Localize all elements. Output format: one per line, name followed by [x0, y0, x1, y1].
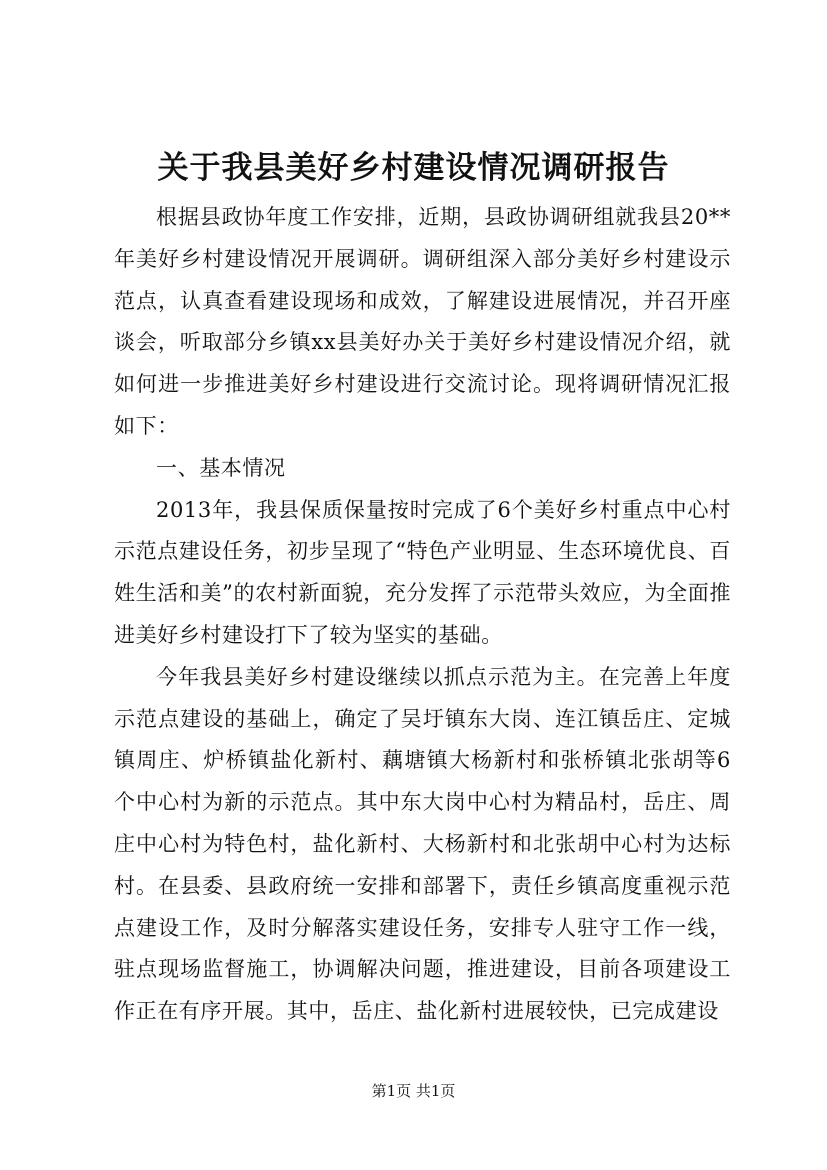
paragraph-2013-summary: 2013年，我县保质保量按时完成了6个美好乡村重点中心村示范点建设任务，初步呈现了“特色产业明显、生态环境优良、百姓生活和美”的农村新面貌，充分发挥了示范带头效应，为全面推进美好乡村建设打下了较为坚实的基础。	[114, 497, 731, 647]
document-title: 关于我县美好乡村建设情况调研报告	[157, 150, 670, 186]
paragraph-current-year: 今年我县美好乡村建设继续以抓点示范为主。在完善上年度示范点建设的基础上，确定了吴圩镇东大岗、连江镇岳庄、定城镇周庄、炉桥镇盐化新村、藕塘镇大杨新村和张桥镇北张胡等6个中心村为新的示范点。其中东大岗中心村为精品村，岳庄、周庄中心村为特色村，盐化新村、大杨新村和北张胡中心村为达标村。在县委、县政府统一安排和部署下，责任乡镇高度重视示范点建设工作，及时分解落实建设任务，安排专人驻守工作一线，驻点现场监督施工，协调解决问题，推进建设，目前各项建设工作正在有序开展。其中，岳庄、盐化新村进展较快，已完成建设	[114, 664, 731, 1024]
paragraph-intro: 根据县政协年度工作安排，近期，县政协调研组就我县20**年美好乡村建设情况开展调研。调研组深入部分美好乡村建设示范点，认真查看建设现场和成效，了解建设进展情况，并召开座谈会，听取部分乡镇xx县美好办关于美好乡村建设情况介绍，就如何进一步推进美好乡村建设进行交流讨论。现将调研情况汇报如下：	[114, 205, 731, 438]
document-body	[114, 197, 731, 1033]
page-footer: 第1页 共1页	[371, 1082, 456, 1100]
section-heading-basic-situation: 一、基本情况	[156, 455, 286, 480]
